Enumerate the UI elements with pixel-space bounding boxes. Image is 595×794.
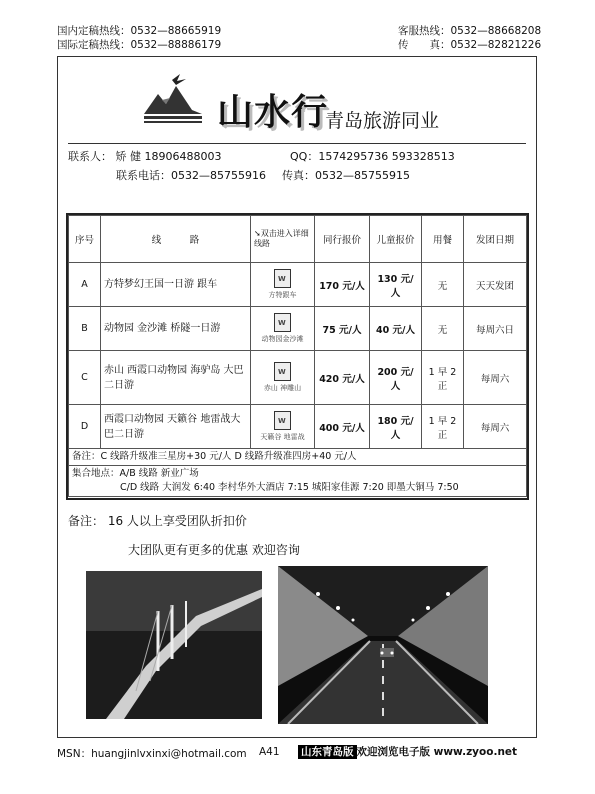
detail-doc-link[interactable]: W 动物园金沙滩 <box>251 307 315 351</box>
contact-fax: 传真：0532—85755915 <box>282 169 410 182</box>
col-header-no: 序号 <box>69 216 101 263</box>
gathering-row <box>69 466 527 497</box>
table-row: B 动物园 金沙滩 桥隧一日游 W 动物园金沙滩 75 元/人 40 元/人 无 每周六日 <box>69 307 527 351</box>
col-header-route: 线 路 <box>101 216 251 263</box>
bridge-illustration <box>86 571 262 719</box>
word-doc-icon[interactable] <box>274 269 291 288</box>
upgrade-note-row <box>69 449 527 466</box>
service-hotline: 客服热线：0532—88668208 <box>398 25 542 37</box>
hotline-block-right <box>398 24 541 52</box>
bridge-photo <box>86 571 262 719</box>
mountain-bird-logo-icon <box>142 70 204 126</box>
table-row: A 方特梦幻王国一日游 跟车 W 方特跟车 170 元/人 130 元/人 无 天天发团 <box>69 263 527 307</box>
detail-doc-link[interactable]: W 赤山 神雕山 <box>251 351 315 405</box>
col-header-detail: ➘双击进入详细线路 <box>251 216 315 263</box>
word-doc-icon[interactable] <box>274 411 291 430</box>
contact-person: 联系人： 矫 健 18906488003 <box>68 150 222 163</box>
footer-brand <box>298 744 517 759</box>
word-doc-icon[interactable] <box>274 362 291 381</box>
brand-subtitle: 青岛旅游同业 <box>325 110 440 132</box>
brand-name: 山水行 <box>217 91 329 133</box>
gathering-cd: C/D 线路 大润发 6:40 李村华外大酒店 7:15 城阳家佳源 7:20 即墨大铜马 7:50 <box>120 482 459 493</box>
tunnel-illustration <box>278 566 488 724</box>
contact-qq: QQ：1574295736 593328513 <box>290 150 455 163</box>
divider <box>68 143 526 144</box>
discount-remark: 备注： 16 人以上享受团队折扣价 <box>68 514 247 528</box>
tunnel-photo <box>278 566 488 724</box>
contact-phone: 联系电话：0532—85755916 <box>116 169 266 182</box>
gathering-ab: 集合地点：A/B 线路 新业广场 <box>72 468 199 479</box>
word-doc-icon[interactable] <box>274 313 291 332</box>
domestic-hotline: 国内定稿热线：0532—88665919 <box>57 25 222 37</box>
table-row: C 赤山 西霞口动物园 海驴岛 大巴二日游 W 赤山 神雕山 420 元/人 200 元/人 1 早 2 正 每周六 <box>69 351 527 405</box>
arrow-icon: ➘ <box>254 229 261 238</box>
table-row: D 西霞口动物园 天籁谷 地雷战大巴二日游 W 天籁谷 地雷战 400 元/人 180 元/人 1 早 2 正 每周六 <box>69 405 527 449</box>
route-table <box>66 213 529 500</box>
upgrade-note: 备注：C 线路升级准三星房+30 元/人 D 线路升级准四房+40 元/人 <box>69 449 527 466</box>
detail-doc-link[interactable]: W 方特跟车 <box>251 263 315 307</box>
international-hotline: 国际定稿热线：0532—88886179 <box>57 39 222 51</box>
detail-doc-link[interactable]: W 天籁谷 地雷战 <box>251 405 315 449</box>
col-header-date: 发团日期 <box>464 216 527 263</box>
col-header-meal: 用餐 <box>422 216 464 263</box>
fax-line: 传 真：0532—82821226 <box>398 39 542 51</box>
msn-contact: MSN：huangjinlvxinxi@hotmail.com <box>57 748 247 760</box>
footer-website: 欢迎浏览电子版 www.zyoo.net <box>356 746 518 758</box>
group-remark: 大团队更有更多的优惠 欢迎咨询 <box>128 543 300 557</box>
col-header-adult: 同行报价 <box>315 216 370 263</box>
hotline-block-left <box>57 24 221 52</box>
edition-tag: 山东青岛版 <box>298 745 357 759</box>
page-number: A41 <box>259 746 280 758</box>
table-header <box>69 216 527 263</box>
col-header-child: 儿童报价 <box>370 216 422 263</box>
